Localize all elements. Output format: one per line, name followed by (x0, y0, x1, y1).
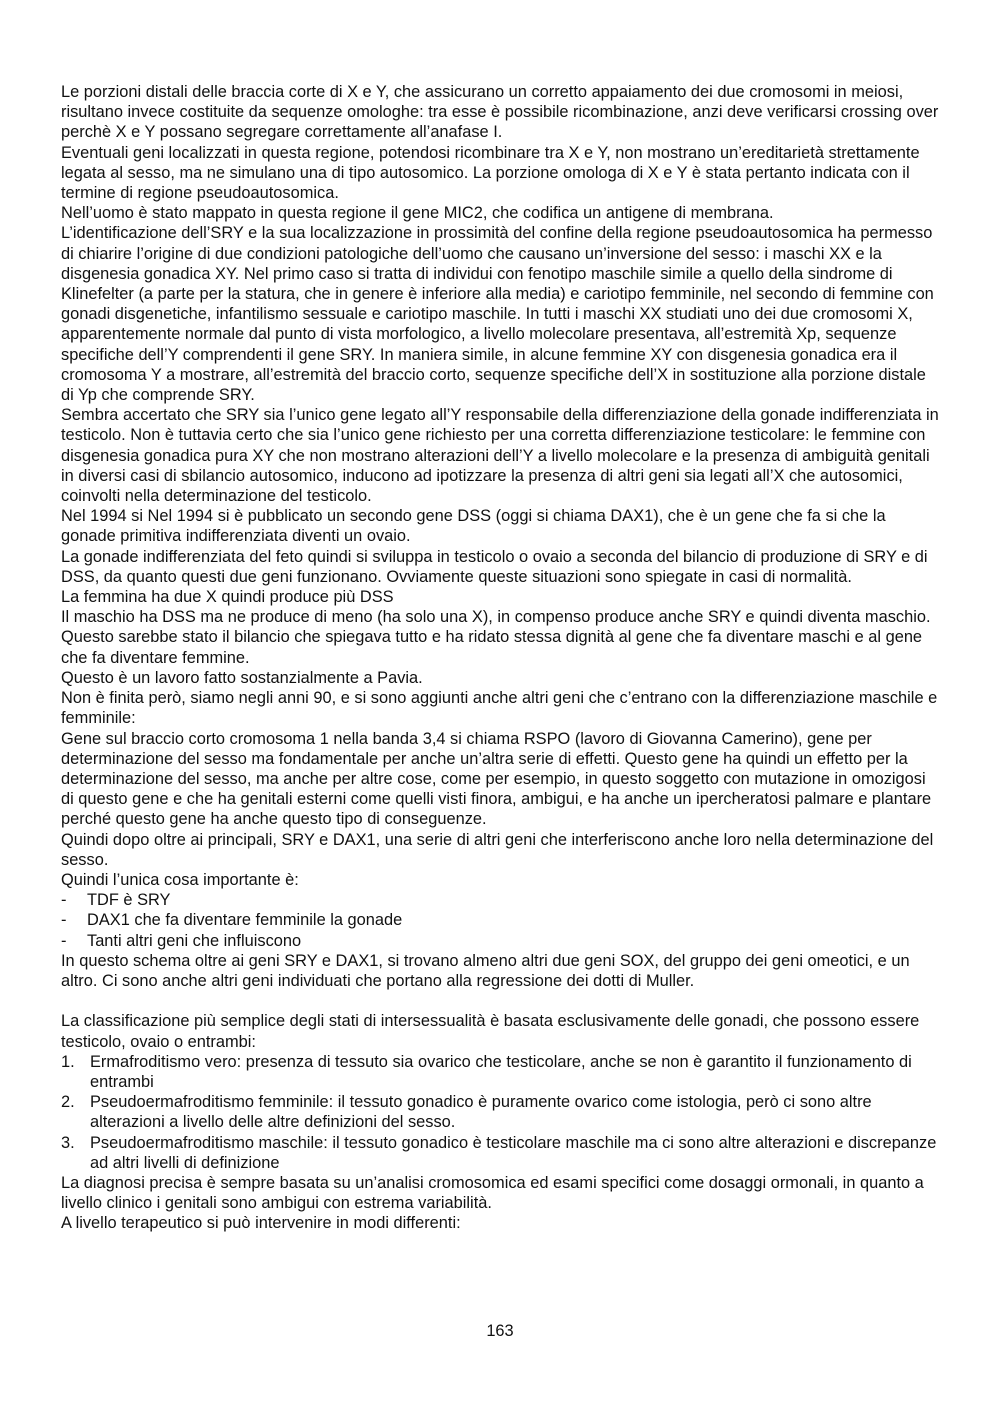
paragraph: Nell’uomo è stato mappato in questa regione il gene MIC2, che codifica un antigene di membrana. (61, 204, 774, 223)
dash-list (61, 890, 941, 951)
list-item (61, 1092, 941, 1132)
list-number: 1. (61, 1052, 75, 1071)
paragraph: Il maschio ha DSS ma ne produce di meno (ha solo una X), in compenso produce anche SRY e quindi diventa maschio. Questo sarebbe stato il bilancio che spiegava tutto e ha ridato stessa dignità al gene che fa diventare maschi e al gene che fa diventare femmine. (61, 608, 931, 667)
list-item (61, 1133, 941, 1173)
list-text: Pseudoermafroditismo femminile: il tessuto gonadico è puramente ovarico come istologia, però ci sono altre alterazioni a livello delle altre definizioni del sesso. (90, 1093, 872, 1132)
paragraph: In questo schema oltre ai geni SRY e DAX1, si trovano almeno altri due geni SOX, del gruppo dei geni omeotici, e un altro. Ci sono anche altri geni individuati che portano alla regressione dei dotti di Muller. (61, 951, 910, 990)
document-body (61, 82, 941, 1234)
page-number: 163 (486, 1322, 514, 1340)
list-text: Pseudoermafroditismo maschile: il tessuto gonadico è testicolare maschile ma ci sono altre alterazioni e discrepanze ad altri livelli di definizione (90, 1133, 937, 1172)
paragraph: La classificazione più semplice degli stati di intersessualità è basata esclusivamente delle gonadi, che possono essere testicolo, ovaio o entrambi: (61, 1012, 920, 1051)
list-number: 3. (61, 1133, 75, 1152)
list-item: - DAX1 che fa diventare femminile la gonade (61, 910, 941, 930)
numbered-list (61, 1052, 941, 1173)
paragraph: Sembra accertato che SRY sia l’unico gene legato all’Y responsabile della differenziazione della gonade indifferenziata in testicolo. Non è tuttavia certo che sia l’unico gene richiesto per una corretta differenziazione testicolare: le femmine con disgenesia gonadica pura XY che non mostrano alterazioni dell’Y a livello molecolare e la presenza di ambiguità genitali in diversi casi di sbilancio autosomico, inducono ad ipotizzare la presenza di altri geni sia legati all’X che autosomici, coinvolti nella determinazione del testicolo. (61, 406, 939, 506)
list-text: Ermafroditismo vero: presenza di tessuto sia ovarico che testicolare, anche se non è garantito il funzionamento di entrambi (90, 1052, 912, 1091)
list-item (61, 1052, 941, 1092)
paragraph: La diagnosi precisa è sempre basata su un’analisi cromosomica ed esami specifici come dosaggi ormonali, in quanto a livello clinico i genitali sono ambigui con estrema variabilità. (61, 1173, 924, 1213)
paragraph: Nel 1994 si Nel 1994 si è pubblicato un secondo gene DSS (oggi si chiama DAX1), che è un gene che fa si che la gonade primitiva indifferenziata diventi un ovaio. (61, 507, 886, 546)
paragraph: La femmina ha due X quindi produce più DSS (61, 588, 394, 607)
list-number: 2. (61, 1093, 75, 1112)
paragraph: Le porzioni distali delle braccia corte di X e Y, che assicurano un corretto appaiamento dei due cromosomi in meiosi, risultano invece costituite da sequenze omologhe: tra esse è possibile ricombinazione, anzi deve verificarsi crossing over perchè X e Y possano segregare correttamente all’anafase I. (61, 83, 939, 142)
paragraph: Questo è un lavoro fatto sostanzialmente a Pavia. (61, 668, 423, 687)
paragraph: A livello terapeutico si può intervenire in modi differenti: (61, 1214, 461, 1233)
paragraph: Eventuali geni localizzati in questa regione, potendosi ricombinare tra X e Y, non mostrano un’ereditarietà strettamente legata al sesso, ma ne simulano una di tipo autosomico. La porzione omologa di X e Y è stata pertanto indicata con il termine di regione pseudoautosomica. (61, 143, 920, 203)
paragraph: Quindi dopo oltre ai principali, SRY e DAX1, una serie di altri geni che interferiscono anche loro nella determinazione del sesso. (61, 830, 934, 869)
list-item: - TDF è SRY (61, 890, 941, 910)
paragraph-gap (61, 991, 941, 1011)
list-item: - Tanti altri geni che influiscono (61, 931, 941, 951)
paragraph: Quindi l’unica cosa importante è: (61, 870, 299, 889)
paragraph: L’identificazione dell’SRY e la sua localizzazione in prossimità del confine della regione pseudoautosomica ha permesso di chiarire l’origine di due condizioni patologiche dell’uomo che causano un’inversione del sesso: i maschi XX e la disgenesia gonadica XY. Nel primo caso si tratta di individui con fenotipo maschile simile a quello della sindrome di Klinefelter (a parte per la statura, che in genere è inferiore alla media) e cariotipo femminile, nel secondo di femmine con gonadi disgenetiche, infantilismo sessuale e cariotipo maschile. In tutti i maschi XX studiati uno dei due cromosomi X, apparentemente normale dal punto di vista morfologico, a livello molecolare presentava, all’estremità Xp, sequenze specifiche dell’Y comprendenti il gene SRY. In maniera simile, in alcune femmine XY con disgenesia gonadica era il cromosoma Y a mostrare, all’estremità del braccio corto, sequenze specifiche dell’X in sostituzione alla porzione distale di Yp che comprende SRY. (61, 224, 934, 405)
paragraph: Non è finita però, siamo negli anni 90, e si sono aggiunti anche altri geni che c’entrano con la differenziazione maschile e femminile: (61, 689, 938, 728)
paragraph: Gene sul braccio corto cromosoma 1 nella banda 3,4 si chiama RSPO (lavoro di Giovanna Camerino), gene per determinazione del sesso ma fondamentale per anche un’altra serie di effetti. Questo gene ha quindi un effetto per la determinazione del sesso, ma anche per altre cose, come per esempio, in questo soggetto con mutazione in omozigosi di questo gene e che ha genitali esterni come quelli visti finora, ambigui, e ha anche un ipercheratosi palmare e plantare perché questo gene ha anche questo tipo di conseguenze. (61, 729, 932, 829)
paragraph: La gonade indifferenziata del feto quindi si sviluppa in testicolo o ovaio a seconda del bilancio di produzione di SRY e di DSS, da quanto questi due geni funzionano. Ovviamente queste situazioni sono spiegate in casi di normalità. (61, 547, 928, 586)
